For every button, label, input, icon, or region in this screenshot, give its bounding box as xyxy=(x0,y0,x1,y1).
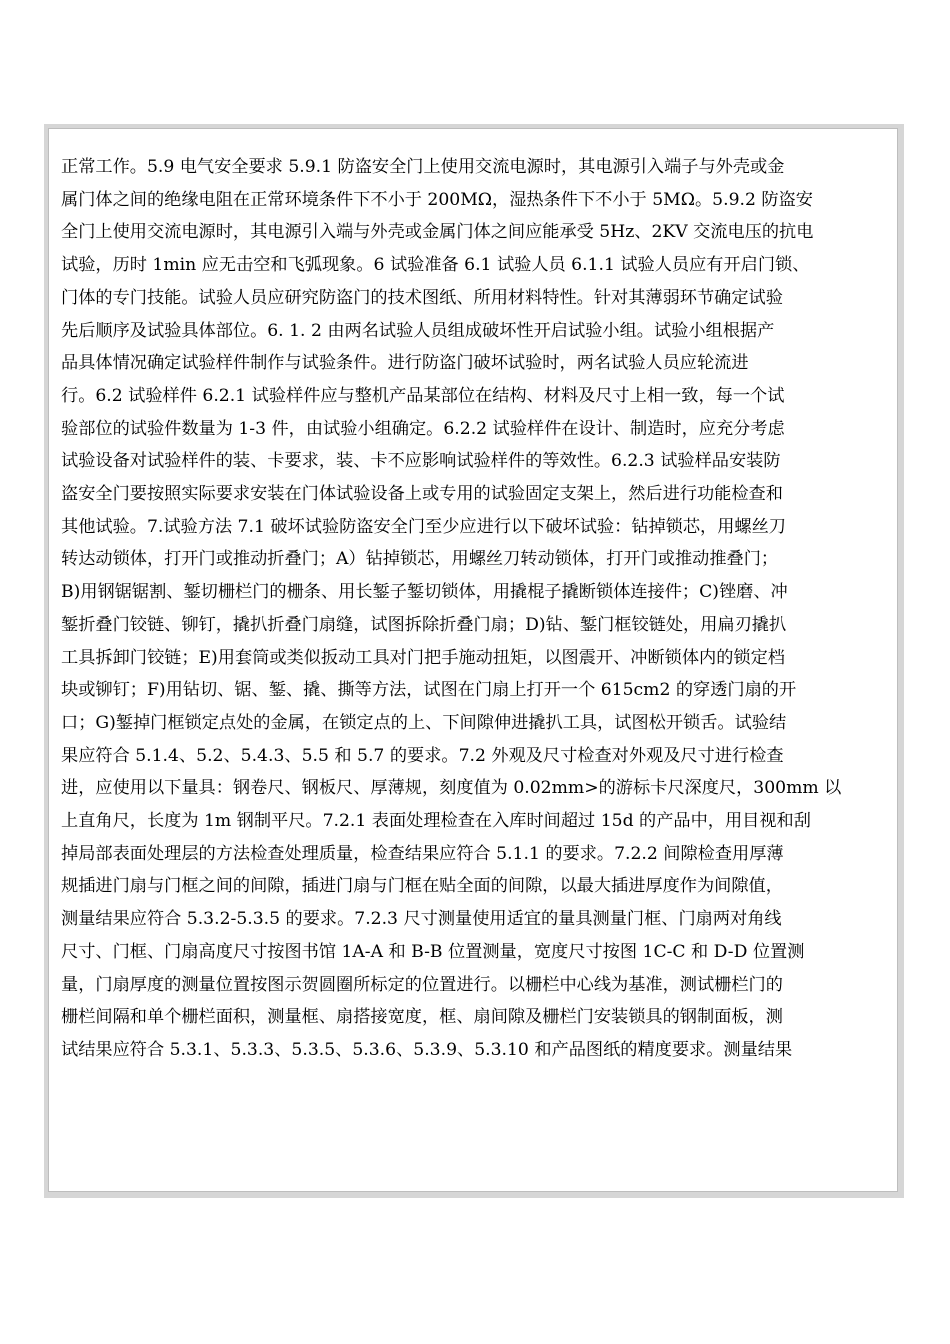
text-line: 进，应使用以下量具：钢卷尺、钢板尺、厚薄规，刻度值为 0.02mm>的游标卡尺深度尺，300mm 以 xyxy=(61,778,842,799)
text-line: 全门上使用交流电源时，其电源引入端与外壳或金属门体之间应能承受 5Hz、2KV 交流电压的抗电 xyxy=(61,222,814,243)
text-line: 口；G)錾掉门框锁定点处的金属，在锁定点的上、下间隙伸进撬扒工具，试图松开锁舌。试验结 xyxy=(61,712,787,733)
text-line: 验部位的试验件数量为 1-3 件，由试验小组确定。6.2.2 试验样件在设计、制造时，应充分考虑 xyxy=(61,418,785,439)
text-line: 块或铆钉；F)用钻切、锯、錾、撬、撕等方法，试图在门扇上打开一个 615cm2 的穿透门扇的开 xyxy=(61,680,797,701)
text-line: 其他试验。7.试验方法 7.1 破坏试验防盗安全门至少应进行以下破坏试验：钻掉锁芯，用螺丝刀 xyxy=(61,516,786,537)
document-frame xyxy=(44,124,904,1198)
document-content-box xyxy=(48,128,898,1192)
text-line: 规插进门扇与门框之间的间隙，插进门扇与门框在贴全面的间隙，以最大插进厚度作为间隙值， xyxy=(61,876,783,897)
text-line: 先后顺序及试验具体部位。6. 1. 2 由两名试验人员组成破坏性开启试验小组。试验小组根据产 xyxy=(61,320,775,341)
text-line: 正常工作。5.9 电气安全要求 5.9.1 防盗安全门上使用交流电源时，其电源引入端子与外壳或金 xyxy=(61,157,785,177)
text-line: 錾折叠门铰链、铆钉，撬扒折叠门扇缝，试图拆除折叠门扇；D)钻、錾门框铰链处，用扁刃撬扒 xyxy=(61,614,787,635)
text-line: 行。6.2 试验样件 6.2.1 试验样件应与整机产品某部位在结构、材料及尺寸上相一致，每一个试 xyxy=(61,385,785,406)
text-line: 量，门扇厚度的测量位置按图示贺圆圈所标定的位置进行。以栅栏中心线为基准，测试栅栏门的 xyxy=(61,974,783,995)
text-line: 上直角尺，长度为 1m 钢制平尺。7.2.1 表面处理检查在入库时间超过 15d 的产品中，用目视和刮 xyxy=(61,811,811,832)
text-line: 栅栏间隔和单个栅栏面积，测量框、扇搭接宽度，框、扇间隙及栅栏门安装锁具的钢制面板，测 xyxy=(61,1007,783,1028)
text-line: 果应符合 5.1.4、5.2、5.4.3、5.5 和 5.7 的要求。7.2 外观及尺寸检查对外观及尺寸进行检查 xyxy=(61,745,784,766)
text-line: 试结果应符合 5.3.1、5.3.3、5.3.5、5.3.6、5.3.9、5.3.10 和产品图纸的精度要求。测量结果 xyxy=(61,1039,793,1060)
text-line: 掉局部表面处理层的方法检查处理质量，检查结果应符合 5.1.1 的要求。7.2.2 间隙检查用厚薄 xyxy=(61,843,784,864)
text-line: 试验，历时 1min 应无击空和飞弧现象。6 试验准备 6.1 试验人员 6.1.1 试验人员应有开启门锁、 xyxy=(61,255,810,276)
text-line: 品具体情况确定试验样件制作与试验条件。进行防盗门破坏试验时，两名试验人员应轮流进 xyxy=(61,353,749,374)
text-line: 属门体之间的绝缘电阻在正常环境条件下不小于 200MΩ，湿热条件下不小于 5MΩ。5.9.2 防盗安 xyxy=(61,189,813,210)
document-text xyxy=(61,151,891,1067)
text-line: 工具拆卸门铰链；E)用套筒或类似扳动工具对门把手施动扭矩，以图震开、冲断锁体内的锁定档 xyxy=(61,647,785,668)
text-line: 盗安全门要按照实际要求安装在门体试验设备上或专用的试验固定支架上，然后进行功能检查和 xyxy=(61,484,783,505)
text-line: B)用钢锯锯割、錾切栅栏门的栅条、用长錾子錾切锁体，用撬棍子撬断锁体连接件；C)锉磨、冲 xyxy=(61,582,788,603)
text-line: 门体的专门技能。试验人员应研究防盗门的技术图纸、所用材料特性。针对其薄弱环节确定试验 xyxy=(61,287,783,308)
text-line: 尺寸、门框、门扇高度尺寸按图书馆 1A-A 和 B-B 位置测量，宽度尺寸按图 1C-C 和 D-D 位置测 xyxy=(61,941,805,962)
text-line: 测量结果应符合 5.3.2-5.3.5 的要求。7.2.3 尺寸测量使用适宜的量具测量门框、门扇两对角线 xyxy=(61,909,782,930)
text-line: 转达动锁体，打开门或推动折叠门；A）钻掉锁芯，用螺丝刀转动锁体，打开门或推动推叠门； xyxy=(61,549,779,570)
text-line: 试验设备对试验样件的装、卡要求，装、卡不应影响试验样件的等效性。6.2.3 试验样品安装防 xyxy=(61,451,781,472)
